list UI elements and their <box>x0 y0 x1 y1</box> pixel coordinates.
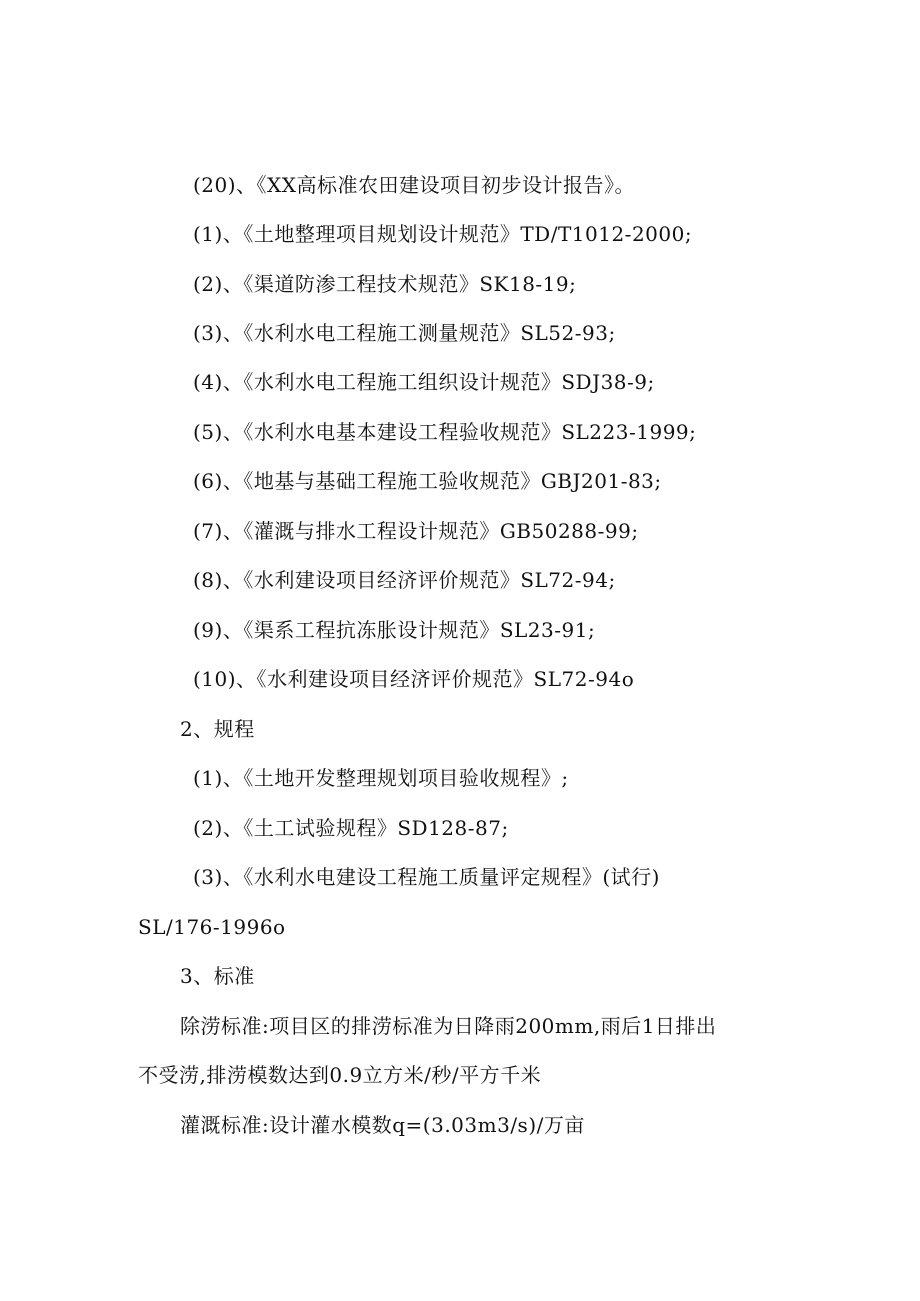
irrigation-standard-text: 灌溉标准:设计灌水模数q=(3.03m3/s)/万亩 <box>180 1113 585 1137</box>
spec-item-10: (10)、《水利建设项目经济评价规范》SL72-94o <box>193 667 635 691</box>
regulation-item-2: (2)、《土工试验规程》SD128-87; <box>193 816 509 840</box>
spec-item-3: (3)、《水利水电工程施工测量规范》SL52-93; <box>193 321 616 345</box>
spec-item-6: (6)、《地基与基础工程施工验收规范》GBJ201-83; <box>193 469 662 493</box>
spec-item-2: (2)、《渠道防渗工程技术规范》SK18-19; <box>193 272 577 296</box>
spec-item-9: (9)、《渠系工程抗冻胀设计规范》SL23-91; <box>193 618 596 642</box>
section-heading-regulations: 2、规程 <box>180 717 255 741</box>
spec-item-1: (1)、《土地整理项目规划设计规范》TD/T1012-2000; <box>193 222 693 246</box>
spec-item-4: (4)、《水利水电工程施工组织设计规范》SDJ38-9; <box>193 370 655 394</box>
section-heading-standards: 3、标准 <box>180 964 255 988</box>
regulation-item-1: (1)、《土地开发整理规划项目验收规程》; <box>193 766 569 790</box>
regulation-item-3: (3)、《水利水电建设工程施工质量评定规程》(试行) <box>193 865 660 889</box>
spec-item-5: (5)、《水利水电基本建设工程验收规范》SL223-1999; <box>193 420 697 444</box>
spec-item-8: (8)、《水利建设项目经济评价规范》SL72-94; <box>193 568 616 592</box>
spec-item-7: (7)、《灌溉与排水工程设计规范》GB50288-99; <box>193 519 639 543</box>
ref-item-20: (20)、《XX高标准农田建设项目初步设计报告》。 <box>193 173 636 197</box>
drainage-standard-text: 除涝标准:项目区的排涝标准为日降雨200mm,雨后1日排出 <box>180 1014 717 1038</box>
regulation-item-3-continued: SL/176-1996o <box>138 915 286 939</box>
drainage-standard-continued: 不受涝,排涝模数达到0.9立方米/秒/平方千米 <box>138 1063 542 1087</box>
